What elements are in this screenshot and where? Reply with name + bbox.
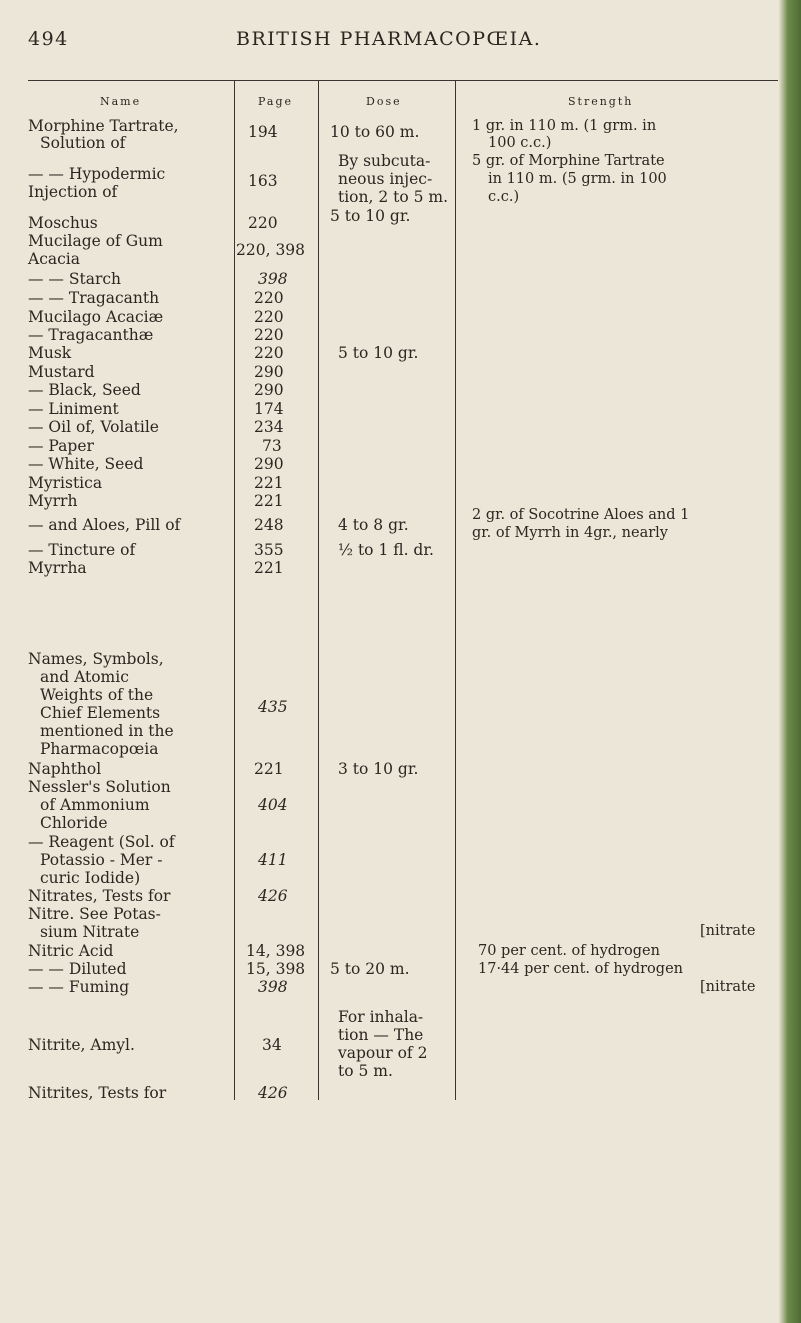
page-ref: 411 (258, 851, 288, 869)
strength-text: [nitrate (700, 923, 756, 939)
page-ref: 426 (258, 1084, 288, 1102)
dose-text: vapour of 2 (338, 1044, 428, 1062)
name-text: — Liniment (28, 400, 119, 418)
page-ref: 221 (254, 760, 284, 778)
name-text: Mucilago Acaciæ (28, 308, 164, 326)
page-ref: 220 (254, 326, 284, 344)
name-text: of Ammonium (40, 796, 150, 814)
column-header-page: Page (258, 95, 294, 108)
name-text: Morphine Tartrate, (28, 117, 179, 135)
page-ref: 15, 398 (246, 960, 306, 978)
page-ref: 163 (248, 172, 278, 190)
page-ref: 248 (254, 516, 284, 534)
dose-text: to 5 m. (338, 1062, 393, 1080)
name-text: — — Starch (28, 270, 122, 288)
strength-text: [nitrate (700, 979, 756, 995)
name-text: Chloride (40, 814, 108, 832)
name-text: Nitrates, Tests for (28, 887, 171, 905)
page-ref: 290 (254, 363, 284, 381)
strength-text: 1 gr. in 110 m. (1 grm. in (472, 118, 657, 134)
page-ref: 435 (258, 698, 288, 716)
name-text: Nessler's Solution (28, 778, 171, 796)
name-text: Moschus (28, 214, 98, 232)
page-ref: 220 (254, 289, 284, 307)
name-text: — — Diluted (28, 960, 127, 978)
name-text: Injection of (28, 183, 118, 201)
dose-text: ½ to 1 fl. dr. (338, 541, 434, 559)
strength-text: 2 gr. of Socotrine Aloes and 1 (472, 507, 690, 523)
name-text: — Tragacanthæ (28, 326, 154, 344)
name-text: Chief Elements (40, 704, 161, 722)
name-text: — Reagent (Sol. of (28, 833, 175, 851)
dose-text: tion — The (338, 1026, 424, 1044)
name-text: Myristica (28, 474, 103, 492)
strength-text: 100 c.c.) (488, 135, 552, 151)
page-ref: 221 (254, 492, 284, 510)
dose-text: 5 to 10 gr. (338, 344, 419, 362)
strength-text: 70 per cent. of hydrogen (478, 943, 660, 959)
dose-text: 5 to 10 gr. (330, 207, 411, 225)
name-text: Nitrites, Tests for (28, 1084, 167, 1102)
dose-text: 10 to 60 m. (330, 123, 420, 141)
dose-text: For inhala- (338, 1008, 424, 1026)
page-ref: 194 (248, 123, 278, 141)
page-ref: 355 (254, 541, 284, 559)
name-text: Names, Symbols, (28, 650, 164, 668)
name-text: Potassio - Mer - (40, 851, 163, 869)
name-text: Naphthol (28, 760, 102, 778)
page-ref: 34 (262, 1036, 282, 1054)
strength-text: 17·44 per cent. of hydrogen (478, 961, 683, 977)
name-text: — White, Seed (28, 455, 144, 473)
name-text: sium Nitrate (40, 923, 140, 941)
page-ref: 220 (254, 344, 284, 362)
page-edge (779, 0, 801, 1323)
dose-text: 4 to 8 gr. (338, 516, 409, 534)
name-text: Acacia (28, 250, 80, 268)
page-ref: 398 (258, 270, 288, 288)
strength-text: c.c.) (488, 189, 520, 205)
name-text: Solution of (40, 134, 126, 152)
dose-text: 3 to 10 gr. (338, 760, 419, 778)
name-text: — Oil of, Volatile (28, 418, 159, 436)
dose-text: tion, 2 to 5 m. (338, 188, 449, 206)
page-ref: 234 (254, 418, 284, 436)
strength-text: gr. of Myrrh in 4gr., nearly (472, 525, 668, 541)
column-rule-1 (234, 80, 235, 1100)
name-text: — Black, Seed (28, 381, 141, 399)
name-text: — — Hypodermic (28, 165, 166, 183)
name-text: mentioned in the (40, 722, 174, 740)
name-text: Mucilage of Gum (28, 232, 163, 250)
dose-text: neous injec- (338, 170, 433, 188)
name-text: Nitric Acid (28, 942, 114, 960)
name-text: Musk (28, 344, 72, 362)
name-text: — Paper (28, 437, 94, 455)
running-title: BRITISH PHARMACOPŒIA. (236, 28, 542, 50)
page-ref: 14, 398 (246, 942, 306, 960)
name-text: curic Iodide) (40, 869, 141, 887)
page-ref: 221 (254, 474, 284, 492)
dose-text: By subcuta- (338, 152, 431, 170)
page-ref: 404 (258, 796, 288, 814)
page-ref: 220, 398 (236, 241, 306, 259)
page-ref: 73 (262, 437, 282, 455)
page-ref: 426 (258, 887, 288, 905)
page-ref: 290 (254, 455, 284, 473)
name-text: Myrrha (28, 559, 87, 577)
strength-text: 5 gr. of Morphine Tartrate (472, 153, 665, 169)
name-text: Myrrh (28, 492, 78, 510)
dose-text: 5 to 20 m. (330, 960, 410, 978)
page-ref: 220 (248, 214, 278, 232)
column-header-dose: Dose (366, 95, 402, 108)
name-text: — and Aloes, Pill of (28, 516, 181, 534)
name-text: — Tincture of (28, 541, 136, 559)
column-rule-3 (455, 80, 456, 1100)
page-ref: 290 (254, 381, 284, 399)
name-text: Pharmacopœia (40, 740, 159, 758)
name-text: Mustard (28, 363, 95, 381)
column-header-strength: Strength (568, 95, 634, 108)
top-rule (28, 80, 778, 81)
name-text: Nitre. See Potas- (28, 905, 161, 923)
strength-text: in 110 m. (5 grm. in 100 (488, 171, 667, 187)
page-ref: 220 (254, 308, 284, 326)
column-rule-2 (318, 80, 319, 1100)
name-text: and Atomic (40, 668, 129, 686)
page-ref: 398 (258, 978, 288, 996)
name-text: — — Tragacanth (28, 289, 160, 307)
page-ref: 174 (254, 400, 284, 418)
page-ref: 221 (254, 559, 284, 577)
name-text: Weights of the (40, 686, 154, 704)
page-number: 494 (28, 28, 69, 50)
name-text: — — Fuming (28, 978, 130, 996)
name-text: Nitrite, Amyl. (28, 1036, 135, 1054)
column-header-name: Name (100, 95, 142, 108)
